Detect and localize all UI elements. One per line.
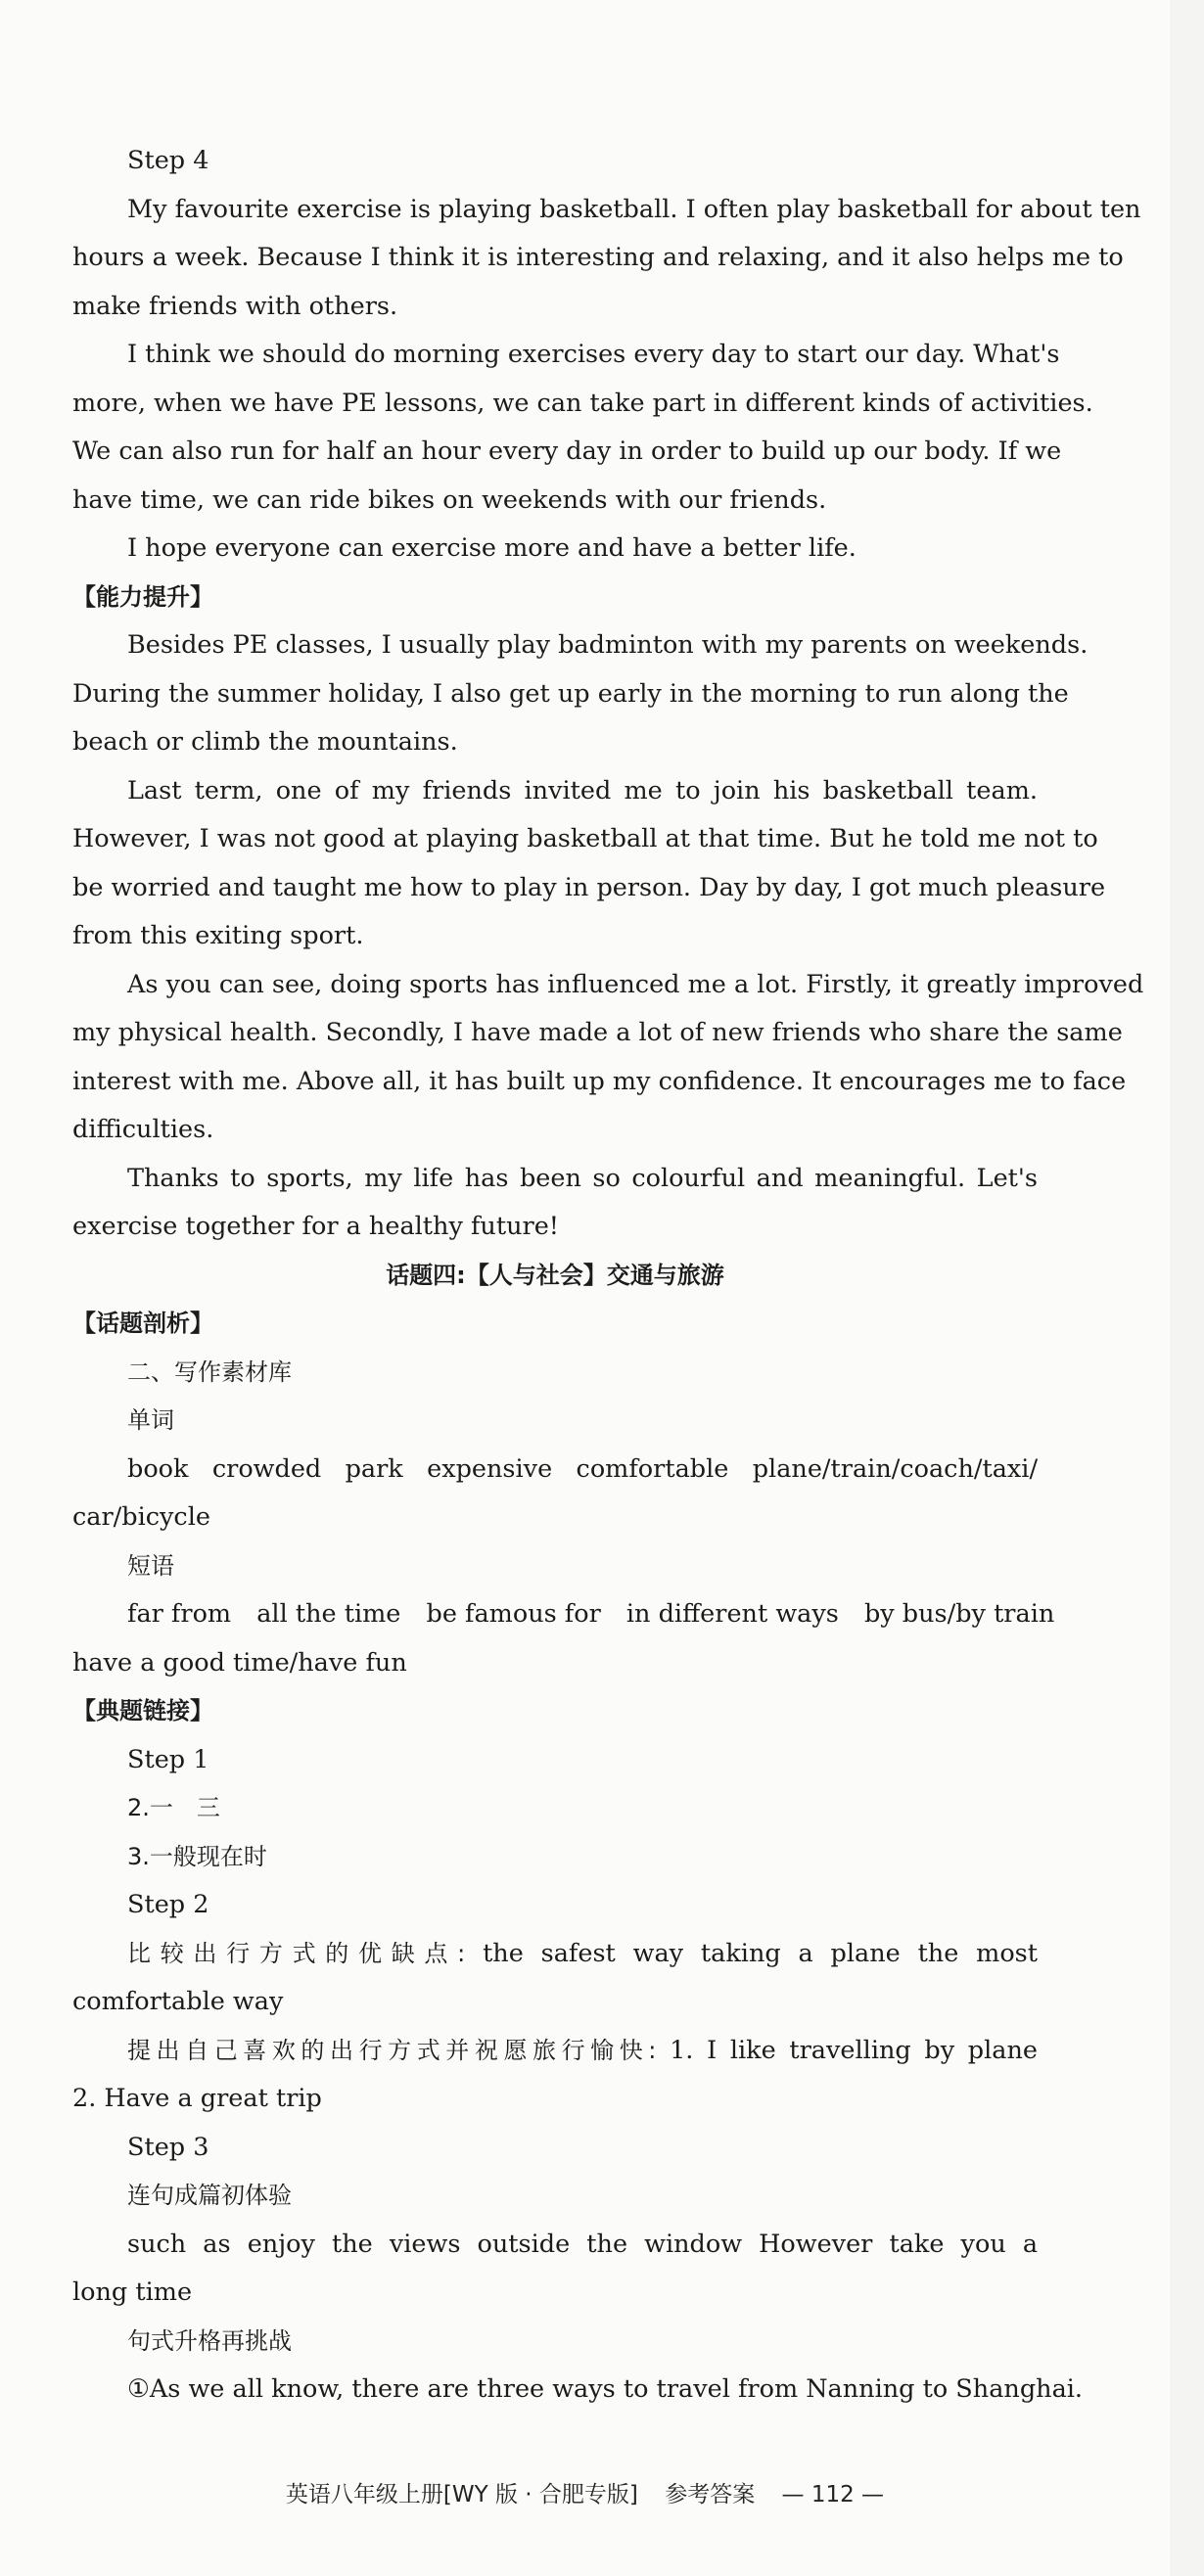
step1-answer: 3.一般现在时 [127,1842,267,1870]
step4-p2-line: have time, we can ride bikes on weekends with our friends. [72,484,827,515]
ability-p1-line: Besides PE classes, I usually play badminton with my parents on weekends. [127,630,1088,660]
step4-p2-line: We can also run for half an hour every day in order to build up our body. If we [72,437,1062,466]
library-heading: 二、写作素材库 [127,1357,292,1386]
word-item: plane/train/coach/taxi/ [752,1453,1039,1484]
link-heading: 【典题链接】 [72,1697,213,1725]
ability-p3-line: difficulties. [72,1115,214,1144]
step2-a-label: 比较出行方式的优缺点: [127,1939,466,1967]
words-cont: car/bicycle [72,1502,210,1532]
ability-p3-line: interest with me. Above all, it has built up my confidence. It encourages me to face [72,1066,1127,1096]
step4-p1-line: make friends with others. [72,291,398,321]
step2-heading: Step 2 [127,1890,209,1919]
page-content [72,137,1144,2415]
step3-a-item: take you a [889,2229,1039,2259]
phrase-item: in different ways [625,1599,839,1629]
step2-b-text: 1. I like travelling by plane [670,2035,1038,2065]
ability-p1-line: During the summer holiday, I also get up early in the morning to run along the [72,678,1069,709]
word-item: expensive [427,1453,553,1484]
step2-a-cont: comfortable way [72,1987,284,2016]
step3-a-item: such as [127,2229,231,2259]
phrase-item: all the time [256,1599,401,1629]
footer-page-number: — 112 — [781,2482,885,2507]
word-item: park [345,1453,403,1484]
phrase-item: be famous for [426,1599,601,1629]
phrases-heading: 短语 [127,1551,174,1580]
word-item: comfortable [576,1453,729,1484]
step2-line-b [72,2027,1038,2076]
step3-a-item: enjoy the views outside the window [247,2229,743,2259]
topic4-title: 话题四:【人与社会】交通与旅游 [386,1261,724,1289]
phrase-item: far from [127,1599,232,1629]
step1-answer: 2.一 三 [127,1794,220,1821]
step3-b-text: ①As we all know, there are three ways to travel from Nanning to Shanghai. [127,2374,1084,2404]
step3-a-label: 连句成篇初体验 [127,2182,292,2209]
step2-a-item: the most [917,1938,1039,1968]
ability-p3-line: my physical health. Secondly, I have made a lot of new friends who share the same [72,1018,1123,1047]
step2-a-item: the safest way [483,1938,684,1968]
step3-a-cont: long time [72,2277,193,2307]
step3-a-line [72,2221,1038,2270]
word-item: crowded [211,1453,322,1484]
ability-p2-line: be worried and taught me how to play in person. Day by day, I got much pleasure [72,872,1106,902]
page-footer [0,2476,1170,2508]
words-line [72,1446,1038,1495]
step4-heading: Step 4 [127,146,209,175]
phrase-item: by bus/by train [863,1599,1055,1629]
ability-p2-line: However, I was not good at playing basketball at that time. But he told me not to [72,824,1098,853]
step4-p2-line: I think we should do morning exercises every day to start our day. What's [127,340,1060,369]
step4-p1-line: hours a week. Because I think it is interesting and relaxing, and it also helps me to [72,243,1124,272]
ability-p4-line: exercise together for a healthy future! [72,1212,560,1241]
ability-p3-line: As you can see, doing sports has influenced me a lot. Firstly, it greatly improved [127,969,1144,999]
step3-a-item: However [759,2229,873,2259]
step4-p1-line: My favourite exercise is playing basketball. I often play basketball for about ten [127,194,1141,224]
step2-b-label: 提出自己喜欢的出行方式并祝愿旅行愉快: [127,2036,657,2064]
phrases-cont: have a good time/have fun [72,1647,407,1678]
analysis-heading: 【话题剖析】 [72,1310,213,1337]
step2-b-cont: 2. Have a great trip [72,2084,322,2113]
word-item: book [127,1453,189,1484]
words-heading: 单词 [127,1406,174,1434]
step2-a-item: taking a plane [700,1938,901,1968]
step4-p3-line: I hope everyone can exercise more and have a better life. [127,533,857,563]
step3-b-label: 句式升格再挑战 [127,2326,292,2355]
step3-heading: Step 3 [127,2132,209,2162]
ability-p2-line: Last term, one of my friends invited me to join his basketball team. [127,775,1038,805]
phrases-line [72,1590,1055,1639]
step1-heading: Step 1 [127,1744,209,1774]
ability-p4-line: Thanks to sports, my life has been so colourful and meaningful. Let's [127,1163,1038,1193]
step2-line-a [72,1930,1038,1979]
step4-p2-line: more, when we have PE lessons, we can take part in different kinds of activities. [72,388,1093,418]
ability-p1-line: beach or climb the mountains. [72,727,458,757]
footer-section: 参考答案 [665,2482,756,2507]
footer-book-title: 英语八年级上册[WY 版 · 合肥专版] [285,2482,638,2507]
ability-p2-line: from this exiting sport. [72,921,364,950]
ability-heading: 【能力提升】 [72,582,213,611]
